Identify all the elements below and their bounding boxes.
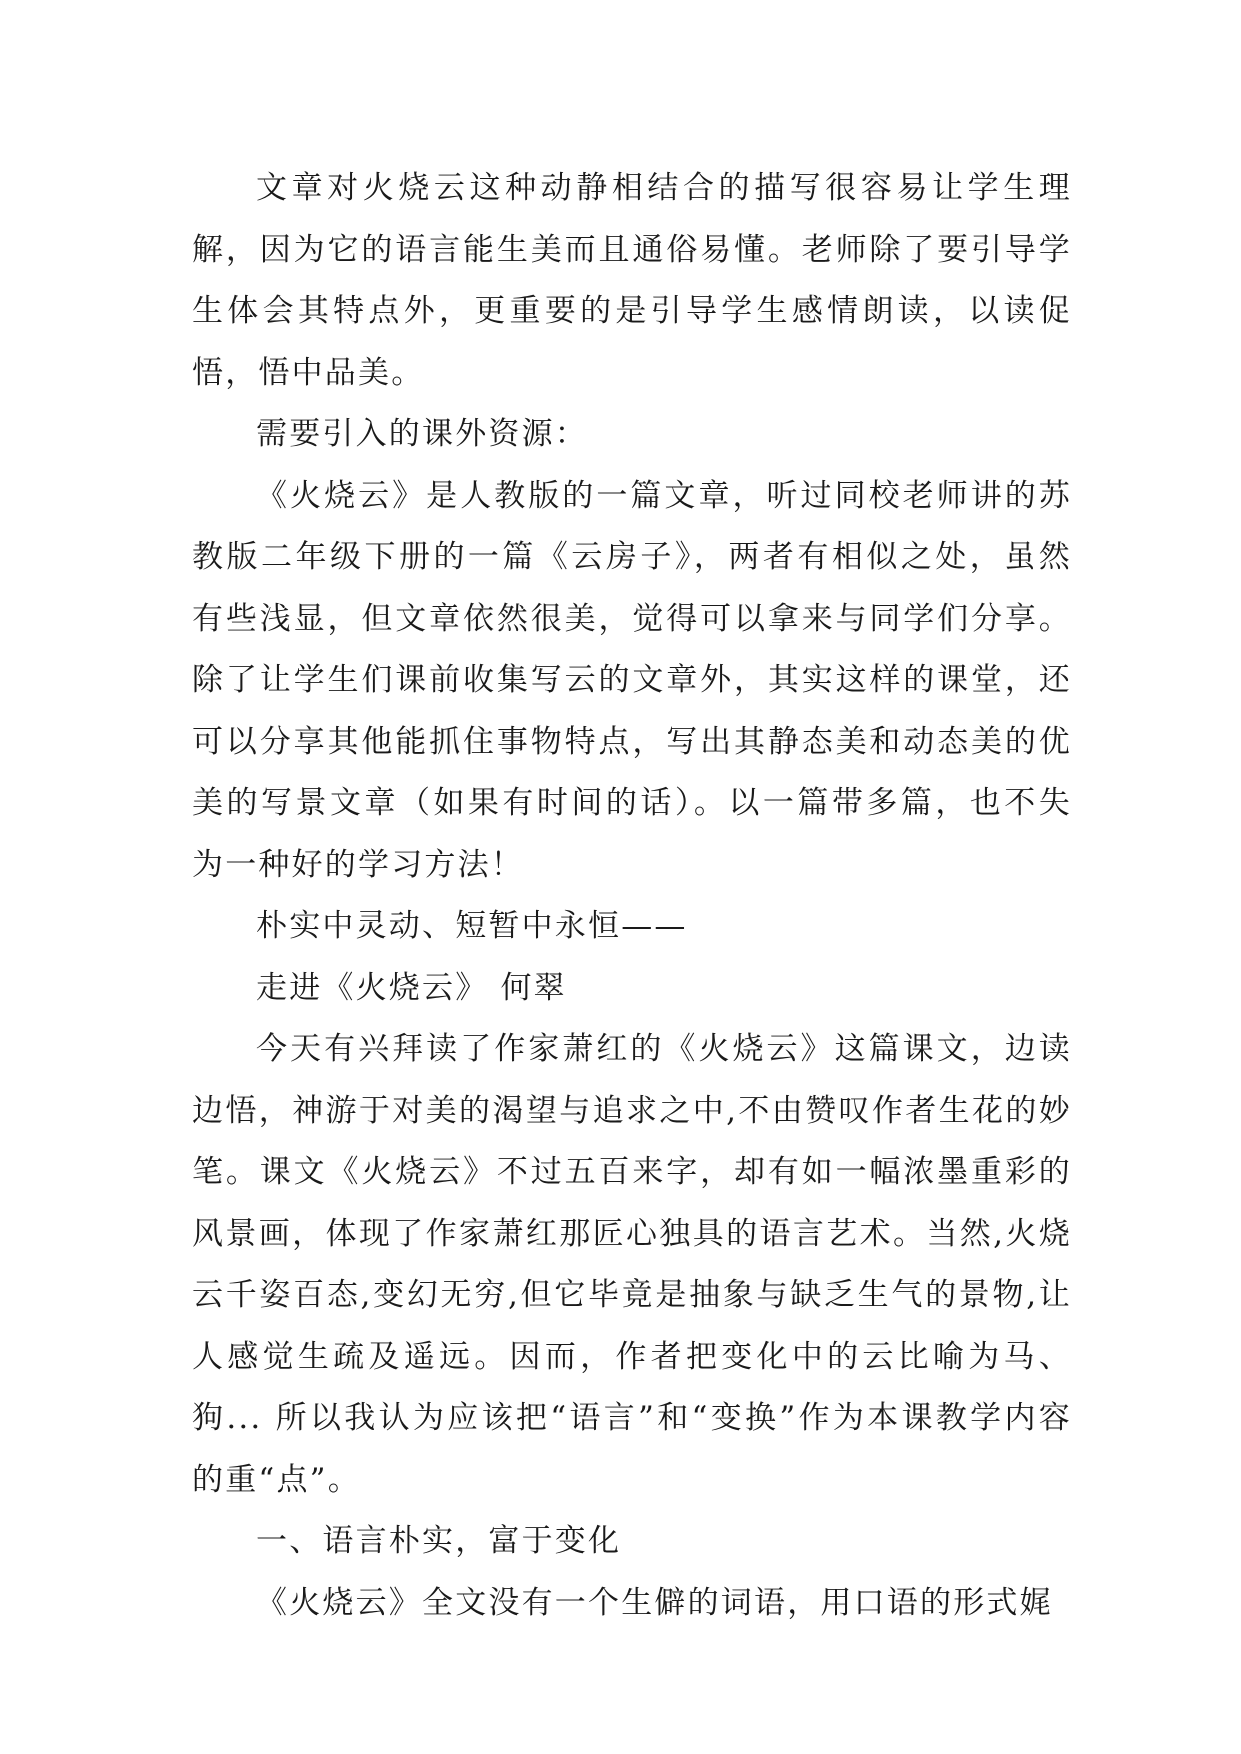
- paragraph-3: 《火烧云》是人教版的一篇文章，听过同校老师讲的苏教版二年级下册的一篇《云房子》，两者有相似之处，虽然有些浅显，但文章依然很美，觉得可以拿来与同学们分享。除了让学生们课前收集写云的文章外，其实这样的课堂，还可以分享其他能抓住事物特点，写出其静态美和动态美的优美的写景文章（如果有时间的话）。以一篇带多篇，也不失为一种好的学习方法！: [192, 477, 1072, 883]
- paragraph-2: 需要引入的课外资源：: [256, 416, 588, 452]
- document-body: [192, 158, 1072, 1634]
- paragraph-8: 《火烧云》全文没有一个生僻的词语，用口语的形式娓: [256, 1584, 1053, 1621]
- paragraph-1: 文章对火烧云这种动静相结合的描写很容易让学生理解，因为它的语言能生美而且通俗易懂。老师除了要引导学生体会其特点外，更重要的是引导学生感情朗读，以读促悟，悟中品美。: [192, 170, 1072, 391]
- title-author-line: 走进《火烧云》 何翠: [256, 969, 567, 1006]
- subtitle-line: 朴实中灵动、短暂中永恒——: [256, 908, 688, 944]
- paragraph-6: 今天有兴拜读了作家萧红的《火烧云》这篇课文，边读边悟，神游于对美的渴望与追求之中,不由赞叹作者生花的妙笔。课文《火烧云》不过五百来字，却有如一幅浓墨重彩的风景画，体现了作家萧红那匠心独具的语言艺术。当然,火烧云千姿百态,变幻无穷,但它毕竟是抽象与缺乏生气的景物,让人感觉生疏及遥远。因而，作者把变化中的云比喻为马、狗... 所以我认为应该把“语言”和“变换”作为本课教学内容的重“点”。: [192, 1031, 1072, 1498]
- section-heading: 一、语言朴实，富于变化: [256, 1523, 622, 1559]
